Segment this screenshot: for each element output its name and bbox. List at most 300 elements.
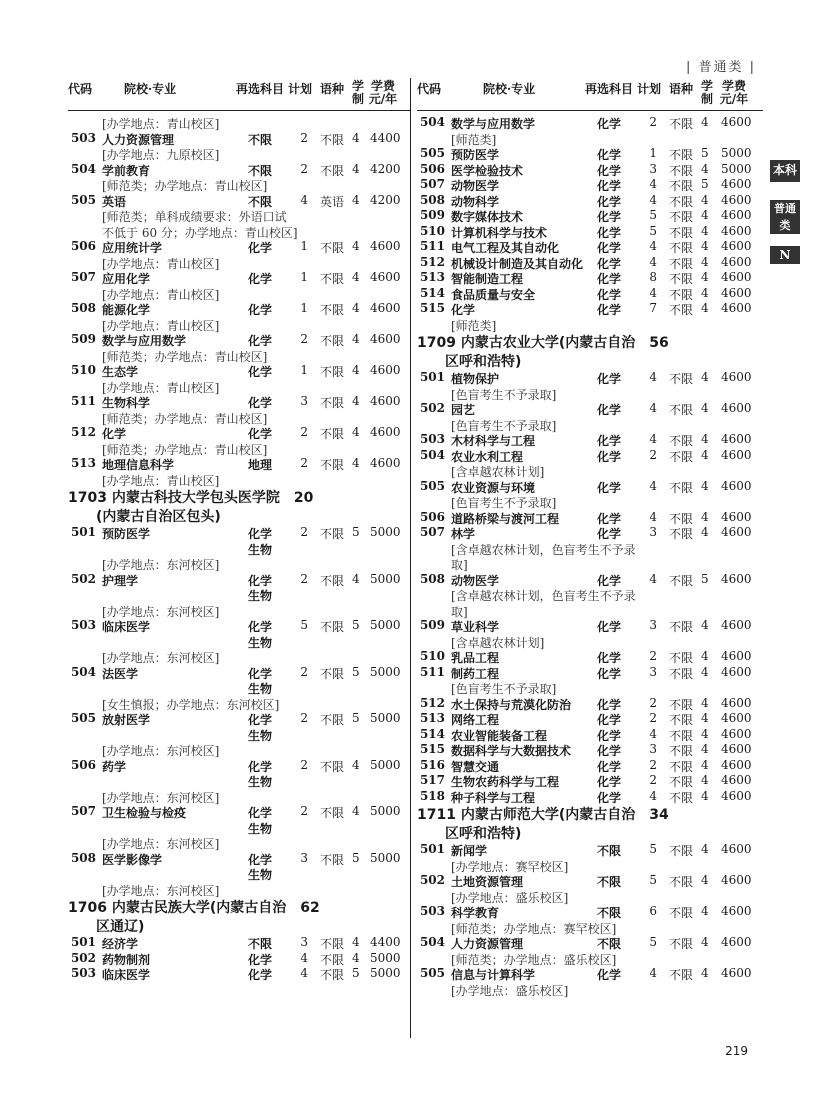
major-code: 515 — [419, 742, 445, 756]
major-plan: 5 — [649, 208, 657, 222]
subject-secondary: 生物 — [248, 682, 273, 696]
major-fee: 5000 — [721, 161, 752, 176]
major-fee: 4600 — [721, 966, 752, 980]
institution-name: 区通辽) — [68, 919, 145, 935]
major-row — [68, 804, 410, 820]
major-name: 数学与应用数学 — [102, 334, 187, 348]
major-row — [417, 727, 763, 743]
major-row — [417, 432, 763, 448]
major-duration: 4 — [701, 161, 709, 176]
major-name: 农业资源与环境 — [451, 480, 536, 495]
major-code: 505 — [419, 146, 445, 160]
major-subject: 化学 — [597, 573, 622, 588]
major-subject: 化学 — [597, 511, 622, 526]
major-plan: 2 — [300, 757, 308, 772]
header-subject: 再选科目 — [585, 82, 634, 96]
major-plan: 2 — [649, 757, 657, 772]
major-plan: 8 — [649, 270, 657, 284]
major-code: 514 — [419, 726, 445, 741]
major-duration: 4 — [701, 935, 709, 949]
major-name: 化学 — [102, 427, 127, 441]
major-language: 不限 — [669, 241, 694, 255]
major-fee: 4600 — [721, 757, 752, 772]
major-plan: 5 — [649, 873, 657, 887]
subject-continuation — [68, 541, 410, 557]
major-name: 应用化学 — [102, 272, 151, 286]
header-rule — [417, 110, 763, 111]
major-plan: 3 — [649, 618, 657, 632]
major-row — [417, 146, 763, 162]
note-text: 不低于 60 分；办学地点：青山校区] — [102, 225, 298, 240]
major-language: 不限 — [669, 480, 694, 495]
major-language: 不限 — [669, 225, 694, 240]
major-row — [68, 758, 410, 774]
major-code: 502 — [70, 950, 96, 965]
major-language: 不限 — [320, 241, 345, 255]
major-note — [417, 463, 763, 479]
note-text: [女生慎报；办学地点：东河校区] — [102, 697, 280, 712]
major-name: 草业科学 — [451, 620, 500, 634]
major-subject: 化学 — [597, 163, 622, 178]
major-plan: 2 — [300, 711, 308, 725]
major-language: 不限 — [669, 117, 694, 131]
major-code: 503 — [419, 432, 445, 446]
major-plan: 4 — [649, 254, 657, 269]
major-name: 智能制造工程 — [451, 272, 524, 286]
major-fee: 4600 — [721, 177, 752, 191]
major-plan: 6 — [649, 904, 657, 918]
major-duration: 4 — [352, 935, 360, 949]
subject-continuation — [68, 680, 410, 696]
major-plan: 4 — [649, 177, 657, 191]
major-name: 食品质量与安全 — [451, 287, 536, 302]
major-subject: 化学 — [597, 287, 622, 302]
major-plan: 2 — [300, 571, 308, 586]
major-plan: 4 — [649, 239, 657, 253]
major-code: 501 — [419, 842, 445, 856]
major-row — [68, 301, 410, 317]
note-text: [办学地点：东河校区] — [102, 558, 220, 572]
column-divider — [410, 78, 411, 1038]
major-subject: 化学 — [597, 210, 622, 224]
major-note — [417, 587, 763, 603]
major-language: 不限 — [669, 449, 694, 464]
major-duration: 4 — [701, 711, 709, 725]
major-name: 电气工程及其自动化 — [451, 241, 560, 255]
major-code: 503 — [70, 618, 96, 632]
major-fee: 4600 — [721, 711, 752, 725]
major-name: 新闻学 — [451, 844, 488, 858]
major-duration: 4 — [701, 695, 709, 710]
subject-secondary: 生物 — [248, 868, 273, 882]
header-code: 代码 — [68, 82, 93, 96]
major-row — [417, 479, 763, 495]
major-name: 动物科学 — [451, 194, 500, 209]
major-language: 英语 — [320, 194, 345, 209]
major-language: 不限 — [320, 937, 345, 951]
major-code: 502 — [70, 571, 96, 586]
major-subject: 化学 — [597, 651, 622, 665]
major-subject: 不限 — [248, 194, 273, 209]
major-row — [417, 255, 763, 271]
note-text: [办学地点：盛乐校区] — [451, 983, 569, 998]
major-duration: 4 — [352, 571, 360, 586]
major-fee: 4600 — [721, 208, 752, 222]
major-language: 不限 — [320, 334, 345, 348]
header-lang: 语种 — [669, 82, 694, 96]
major-fee: 5000 — [370, 850, 401, 865]
major-row — [68, 162, 410, 178]
major-language: 不限 — [320, 365, 345, 379]
major-subject: 不限 — [248, 132, 273, 147]
major-duration: 4 — [701, 742, 709, 756]
major-code: 506 — [419, 509, 445, 524]
major-subject: 化学 — [597, 117, 622, 131]
major-language: 不限 — [669, 573, 694, 588]
major-fee: 4600 — [721, 695, 752, 710]
major-fee: 4600 — [721, 935, 752, 949]
major-plan: 5 — [649, 223, 657, 238]
note-text: [色盲考生不予录取] — [451, 418, 557, 433]
major-row — [417, 742, 763, 758]
major-plan: 3 — [300, 850, 308, 865]
major-name: 英语 — [102, 194, 127, 209]
major-code: 508 — [70, 301, 96, 315]
major-fee: 4600 — [721, 649, 752, 663]
major-duration: 4 — [701, 509, 709, 524]
major-language: 不限 — [320, 666, 345, 681]
major-subject: 化学 — [597, 697, 622, 712]
major-subject: 化学 — [597, 728, 622, 743]
note-text: [师范类；办学地点：青山校区] — [102, 411, 268, 426]
major-language: 不限 — [669, 403, 694, 417]
major-plan: 2 — [649, 649, 657, 663]
institution-heading — [417, 823, 763, 842]
note-text: [师范类；办学地点：盛乐校区] — [451, 952, 617, 967]
major-name: 数字媒体技术 — [451, 210, 524, 224]
major-fee: 4600 — [370, 456, 401, 470]
major-subject: 不限 — [248, 163, 273, 178]
note-text: [办学地点：东河校区] — [102, 883, 220, 898]
institution-name: 1703 内蒙古科技大学包头医学院 20 — [68, 490, 314, 506]
major-name: 放射医学 — [102, 713, 151, 727]
major-row — [68, 525, 410, 541]
major-code: 511 — [419, 664, 445, 679]
major-plan: 5 — [649, 935, 657, 949]
major-plan: 2 — [649, 773, 657, 787]
major-note — [68, 603, 410, 619]
side-tab-n: N — [770, 246, 800, 264]
major-fee: 5000 — [370, 525, 401, 539]
major-note — [417, 541, 763, 557]
major-code: 518 — [419, 788, 445, 803]
major-language: 不限 — [320, 573, 345, 588]
major-duration: 4 — [701, 773, 709, 787]
note-text: [含卓越农林计划，色盲考生不予录 — [451, 542, 636, 557]
major-row — [417, 618, 763, 634]
major-note — [68, 835, 410, 851]
major-fee: 4600 — [721, 525, 752, 539]
major-note — [68, 742, 410, 758]
major-subject: 化学 — [597, 256, 622, 271]
institution-heading — [417, 332, 763, 351]
note-text: [色盲考生不予录取] — [451, 682, 557, 696]
major-row — [68, 711, 410, 727]
major-row — [417, 649, 763, 665]
header-duration: 学制 — [701, 79, 714, 106]
major-name: 生物农药科学与工程 — [451, 775, 560, 789]
major-name: 水土保持与荒漠化防治 — [451, 697, 572, 712]
major-row — [68, 193, 410, 209]
major-duration: 4 — [701, 757, 709, 772]
major-name: 农业水利工程 — [451, 449, 524, 464]
major-row — [68, 425, 410, 441]
major-fee: 4600 — [370, 425, 401, 439]
note-text: [师范类] — [451, 132, 497, 147]
major-duration: 4 — [701, 254, 709, 269]
major-fee: 4600 — [721, 270, 752, 284]
institution-heading — [68, 487, 410, 506]
major-duration: 4 — [701, 966, 709, 980]
major-row — [417, 401, 763, 417]
note-text: [办学地点：青山校区] — [102, 380, 220, 395]
major-plan: 3 — [300, 394, 308, 408]
header-tag: | 普通类 | — [685, 60, 756, 75]
major-note — [68, 410, 410, 426]
major-subject: 化学 — [597, 744, 622, 758]
major-row — [68, 665, 410, 681]
major-fee: 4600 — [721, 254, 752, 269]
major-plan: 1 — [300, 363, 308, 377]
major-language: 不限 — [669, 713, 694, 727]
major-duration: 4 — [701, 904, 709, 918]
major-code: 504 — [419, 115, 445, 129]
major-code: 508 — [419, 571, 445, 586]
subject-continuation — [68, 820, 410, 836]
major-code: 517 — [419, 773, 445, 787]
major-plan: 4 — [649, 285, 657, 300]
major-code: 516 — [419, 757, 445, 772]
major-code: 515 — [419, 301, 445, 315]
major-code: 509 — [419, 208, 445, 222]
major-language: 不限 — [669, 844, 694, 858]
major-note — [68, 649, 410, 665]
major-plan: 4 — [300, 966, 308, 980]
institution-name: 区呼和浩特) — [417, 826, 522, 842]
major-language: 不限 — [669, 527, 694, 541]
major-subject: 化学 — [248, 620, 273, 634]
note-text: [办学地点：九原校区] — [102, 148, 220, 162]
major-fee: 4600 — [721, 115, 752, 129]
major-code: 507 — [70, 804, 96, 818]
major-code: 504 — [70, 161, 96, 176]
major-subject: 化学 — [597, 790, 622, 805]
major-code: 502 — [419, 873, 445, 887]
major-row — [417, 789, 763, 805]
major-subject: 化学 — [248, 365, 273, 379]
major-note — [68, 441, 410, 457]
major-subject: 化学 — [597, 527, 622, 541]
major-language: 不限 — [669, 372, 694, 386]
major-name: 制药工程 — [451, 666, 500, 681]
institution-heading — [68, 916, 410, 935]
major-language: 不限 — [669, 179, 694, 193]
major-language: 不限 — [669, 728, 694, 743]
major-subject: 化学 — [248, 272, 273, 286]
major-note — [68, 556, 410, 572]
major-subject: 化学 — [597, 775, 622, 789]
major-duration: 4 — [352, 425, 360, 439]
major-duration: 4 — [701, 223, 709, 238]
major-plan: 2 — [649, 695, 657, 710]
note-text: [师范类；办学地点：青山校区] — [102, 442, 268, 457]
major-subject: 化学 — [597, 968, 622, 982]
major-duration: 4 — [701, 842, 709, 856]
major-language: 不限 — [669, 272, 694, 286]
major-row — [68, 851, 410, 867]
major-fee: 4600 — [721, 788, 752, 803]
major-fee: 4600 — [721, 773, 752, 787]
major-row — [68, 572, 410, 588]
major-code: 501 — [70, 935, 96, 949]
major-language: 不限 — [669, 256, 694, 271]
major-row — [417, 193, 763, 209]
major-fee: 5000 — [370, 804, 401, 818]
major-name: 农业智能装备工程 — [451, 728, 548, 743]
major-code: 510 — [70, 363, 96, 377]
major-name: 人力资源管理 — [451, 937, 524, 951]
major-note — [417, 634, 763, 650]
major-subject: 化学 — [597, 713, 622, 727]
note-text: [办学地点：东河校区] — [102, 837, 220, 851]
major-note — [417, 680, 763, 696]
major-duration: 5 — [701, 146, 709, 160]
page-number: 219 — [725, 1044, 748, 1058]
major-plan: 4 — [300, 192, 308, 207]
major-note — [68, 224, 410, 240]
major-code: 505 — [70, 192, 96, 207]
note-text: [办学地点：青山校区] — [102, 287, 220, 302]
major-duration: 4 — [701, 664, 709, 679]
major-subject: 化学 — [248, 427, 273, 441]
major-code: 506 — [70, 239, 96, 253]
header-rule — [68, 110, 410, 111]
major-name: 地理信息科学 — [102, 458, 175, 472]
major-duration: 4 — [701, 115, 709, 129]
subject-secondary: 生物 — [248, 821, 273, 836]
major-duration: 4 — [352, 757, 360, 772]
major-name: 植物保护 — [451, 372, 500, 386]
major-note — [68, 208, 410, 224]
major-fee: 4600 — [721, 223, 752, 238]
major-duration: 5 — [352, 711, 360, 725]
major-name: 学前教育 — [102, 163, 151, 178]
note-text: [色盲考生不予录取] — [451, 496, 557, 510]
major-name: 法医学 — [102, 666, 139, 681]
major-language: 不限 — [669, 620, 694, 634]
major-subject: 化学 — [597, 759, 622, 774]
note-text: [含卓越农林计划] — [451, 635, 545, 650]
major-duration: 5 — [701, 177, 709, 191]
major-name: 数据科学与大数据技术 — [451, 744, 572, 758]
major-duration: 4 — [701, 208, 709, 222]
major-fee: 4600 — [721, 239, 752, 253]
major-code: 513 — [419, 270, 445, 284]
header-subject: 再选科目 — [236, 82, 285, 96]
note-text: [师范类；办学地点：赛罕校区] — [451, 921, 617, 936]
major-name: 卫生检验与检疫 — [102, 806, 187, 820]
major-language: 不限 — [669, 697, 694, 712]
major-name: 人力资源管理 — [102, 132, 175, 147]
major-name: 经济学 — [102, 937, 139, 951]
major-name: 木材科学与工程 — [451, 434, 536, 448]
major-language: 不限 — [320, 303, 345, 317]
major-code: 513 — [70, 456, 96, 470]
major-language: 不限 — [320, 620, 345, 634]
major-code: 507 — [419, 525, 445, 539]
major-row — [417, 510, 763, 526]
institution-name: (内蒙古自治区包头) — [68, 509, 221, 525]
major-duration: 4 — [352, 161, 360, 176]
major-code: 504 — [419, 447, 445, 462]
subject-secondary: 生物 — [248, 589, 273, 603]
major-code: 510 — [419, 223, 445, 238]
major-subject: 化学 — [248, 968, 273, 982]
major-code: 507 — [419, 177, 445, 191]
major-code: 501 — [70, 525, 96, 539]
major-fee: 4400 — [370, 935, 401, 949]
major-subject: 化学 — [597, 666, 622, 681]
major-name: 护理学 — [102, 573, 139, 588]
major-row — [417, 935, 763, 951]
major-subject: 不限 — [248, 937, 273, 951]
major-plan: 4 — [649, 966, 657, 980]
subject-secondary: 生物 — [248, 775, 273, 789]
major-note — [417, 131, 763, 147]
side-tab-putong: 普通类 — [770, 200, 800, 234]
major-duration: 4 — [701, 432, 709, 446]
major-note — [417, 556, 763, 572]
major-plan: 4 — [300, 950, 308, 965]
major-code: 509 — [419, 618, 445, 632]
major-fee: 5000 — [370, 571, 401, 586]
major-code: 508 — [70, 850, 96, 865]
major-fee: 5000 — [370, 711, 401, 725]
note-text: [办学地点：青山校区] — [102, 117, 220, 131]
major-language: 不限 — [669, 210, 694, 224]
major-note — [68, 286, 410, 302]
major-name: 临床医学 — [102, 620, 151, 634]
major-row — [417, 239, 763, 255]
major-language: 不限 — [669, 775, 694, 789]
major-code: 501 — [419, 370, 445, 384]
major-row — [417, 448, 763, 464]
subject-continuation — [68, 587, 410, 603]
major-duration: 4 — [701, 525, 709, 539]
major-fee: 5000 — [370, 966, 401, 980]
major-language: 不限 — [669, 434, 694, 448]
major-plan: 2 — [300, 664, 308, 679]
major-language: 不限 — [320, 759, 345, 774]
institution-heading — [68, 897, 410, 916]
major-note — [68, 177, 410, 193]
major-language: 不限 — [669, 937, 694, 951]
major-duration: 4 — [701, 478, 709, 493]
major-name: 智慧交通 — [451, 759, 500, 774]
major-fee: 4600 — [370, 239, 401, 253]
major-row — [417, 525, 763, 541]
major-fee: 4200 — [370, 192, 401, 207]
